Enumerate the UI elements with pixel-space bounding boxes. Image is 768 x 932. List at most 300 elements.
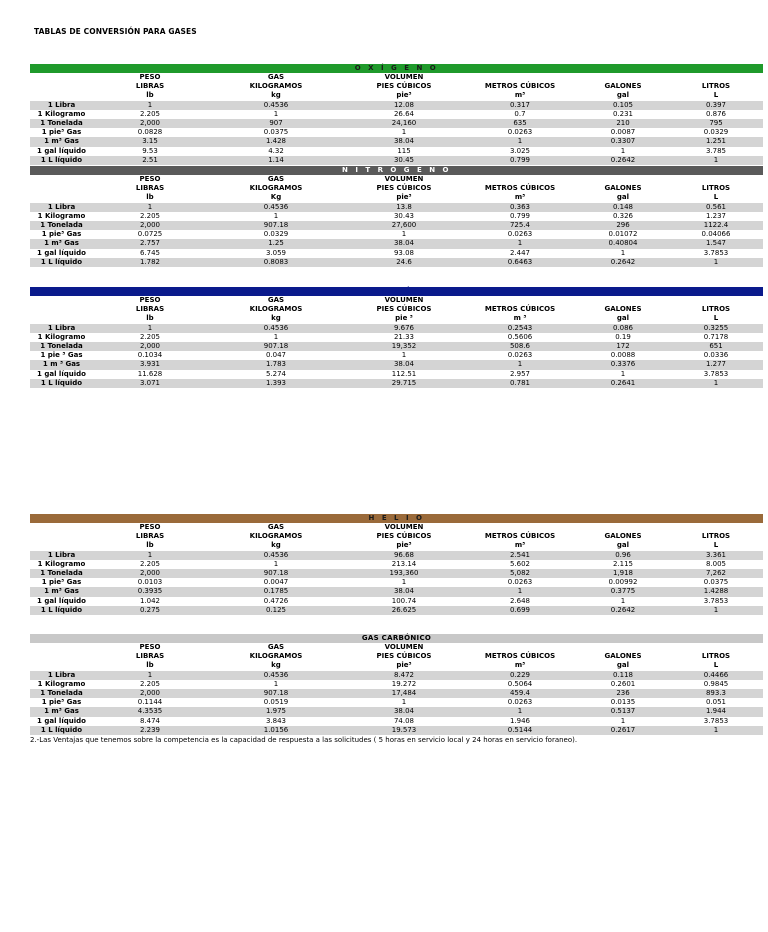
- table-cell: 0.231: [612, 109, 634, 118]
- header-blank: [30, 523, 93, 532]
- column-header: [463, 296, 577, 305]
- column-header: LITROS: [701, 305, 731, 314]
- table-cell: 1: [517, 137, 523, 146]
- row-label: 1 Kilogramo: [37, 332, 86, 341]
- table-cell: 2.205: [139, 559, 161, 568]
- column-header: GAS: [267, 73, 285, 81]
- table-cell: 907.18: [263, 220, 289, 229]
- table-cell: 0.40804: [608, 239, 638, 248]
- table-cell: 26.625: [391, 605, 417, 614]
- row-label: 1 Libra: [47, 550, 76, 559]
- header-blank: [30, 661, 93, 670]
- column-header: PIES CÚBICOS: [376, 652, 432, 661]
- table-cell: 8.472: [393, 670, 415, 679]
- column-header: m³: [514, 661, 526, 670]
- table-cell: 1: [401, 230, 407, 239]
- column-header: VOLUMEN: [384, 523, 424, 531]
- table-cell: 893.3: [705, 688, 727, 697]
- table-row: [30, 342, 763, 351]
- table-cell: 24.6: [396, 257, 412, 266]
- column-header: lb: [146, 91, 154, 100]
- table-cell: 1.042: [139, 596, 161, 605]
- table-cell: 1: [401, 698, 407, 707]
- table-row: [30, 351, 763, 360]
- table-cell: 115: [397, 146, 411, 155]
- table-row: [30, 680, 763, 689]
- column-header: [463, 73, 577, 82]
- table-banner: [30, 64, 763, 73]
- table-cell: 1: [620, 716, 626, 725]
- table-cell: 0.0725: [137, 230, 163, 239]
- table-cell: 0.317: [509, 100, 531, 109]
- table-cell: 9.676: [393, 323, 415, 332]
- column-header: LIBRAS: [135, 305, 165, 314]
- column-header: PESO: [139, 175, 161, 183]
- column-header: METROS CÚBICOS: [484, 532, 556, 541]
- row-label: 1 gal líquido: [37, 146, 86, 155]
- table-cell: 2.447: [509, 248, 531, 257]
- column-header: m³: [514, 541, 526, 550]
- table-cell: 635: [513, 118, 527, 127]
- table-cell: 3.7853: [703, 248, 729, 257]
- table-cell: 0.118: [612, 670, 634, 679]
- table-cell: 1: [273, 559, 279, 568]
- table-cell: 0.363: [509, 202, 531, 211]
- table-cell: 2.239: [139, 725, 161, 734]
- table-cell: 5,082: [509, 568, 531, 577]
- table-cell: 0.6463: [507, 257, 533, 266]
- row-label: 1 Libra: [47, 100, 76, 109]
- table-cell: 213.14: [391, 559, 417, 568]
- header-blank: [30, 532, 93, 541]
- column-header: LIBRAS: [135, 652, 165, 661]
- table-cell: 100.74: [391, 596, 417, 605]
- table-cell: 1: [401, 351, 407, 360]
- table-cell: 19,352: [391, 341, 417, 350]
- column-header: pie³: [396, 91, 412, 100]
- table-row: [30, 101, 763, 110]
- row-label: 1 L líquido: [40, 155, 83, 164]
- table-cell: 0.086: [612, 323, 634, 332]
- column-header: pie³: [396, 193, 412, 202]
- column-header: GALONES: [604, 532, 642, 541]
- row-label: 1 Kilogramo: [37, 559, 86, 568]
- column-header: VOLUMEN: [384, 73, 424, 81]
- row-label: 1 Libra: [47, 202, 76, 211]
- column-header: PESO: [139, 73, 161, 81]
- table-cell: 1: [401, 578, 407, 587]
- header-row: [30, 652, 763, 661]
- row-label: 1 m³ Gas: [44, 137, 79, 146]
- column-header: pie³: [396, 661, 412, 670]
- table-cell: 0.7: [514, 109, 526, 118]
- table-cell: 3.059: [265, 248, 287, 257]
- table-cell: 296: [616, 220, 630, 229]
- table-row: [30, 156, 763, 165]
- table-cell: 1.946: [509, 716, 531, 725]
- header-row: [30, 184, 763, 193]
- row-label: 1 L líquido: [40, 378, 83, 387]
- table-cell: 1.975: [265, 707, 287, 716]
- table-cell: 0.4536: [263, 100, 289, 109]
- table-row: [30, 671, 763, 680]
- table-cell: 1: [620, 596, 626, 605]
- column-header: LIBRAS: [135, 82, 165, 91]
- table-cell: 2.648: [509, 596, 531, 605]
- table-cell: 29.715: [391, 378, 417, 387]
- table-row: [30, 587, 763, 596]
- table-cell: 1.944: [705, 707, 727, 716]
- table-cell: 1: [147, 100, 153, 109]
- table-cell: 2.205: [139, 679, 161, 688]
- column-header: LITROS: [701, 184, 731, 193]
- table-cell: 2,000: [139, 341, 161, 350]
- header-row: [30, 314, 763, 323]
- table-cell: 3.7853: [703, 716, 729, 725]
- table-cell: 0.275: [139, 605, 161, 614]
- table-cell: 112.51: [391, 369, 417, 378]
- table-cell: 907.18: [263, 688, 289, 697]
- table-cell: 7,262: [705, 568, 727, 577]
- column-header: lb: [146, 193, 154, 202]
- row-label: 1 Kilogramo: [37, 211, 86, 220]
- table-cell: 3.361: [705, 550, 727, 559]
- table-cell: 0.799: [509, 155, 531, 164]
- column-header: gal: [616, 541, 630, 550]
- table-cell: 27,600: [391, 220, 417, 229]
- table-cell: 8.005: [705, 559, 727, 568]
- table-cell: 210: [616, 118, 630, 127]
- table-cell: 0.876: [705, 109, 727, 118]
- column-header: GAS: [267, 296, 285, 304]
- table-cell: 38.04: [393, 137, 415, 146]
- header-blank: [30, 296, 93, 305]
- column-header: pie³: [396, 541, 412, 550]
- table-cell: 2,000: [139, 118, 161, 127]
- column-header: LITROS: [701, 652, 731, 661]
- table-cell: 1: [713, 725, 719, 734]
- column-header: [577, 296, 669, 305]
- table-cell: 0.0088: [610, 351, 636, 360]
- table-cell: 193,360: [389, 568, 419, 577]
- table-cell: 0.2642: [610, 155, 636, 164]
- table-cell: 19.573: [391, 725, 417, 734]
- column-header: L: [713, 91, 719, 100]
- table-cell: 0.0329: [263, 230, 289, 239]
- table-row: [30, 212, 763, 221]
- table-cell: 1122.4: [703, 220, 729, 229]
- table-cell: 1: [273, 211, 279, 220]
- column-header: PESO: [139, 296, 161, 304]
- table-cell: 0.0135: [610, 698, 636, 707]
- row-label: 1 Libra: [47, 323, 76, 332]
- table-cell: 38.04: [393, 239, 415, 248]
- table-cell: 13.8: [396, 202, 412, 211]
- column-header: GAS: [267, 175, 285, 183]
- table-cell: 24,160: [391, 118, 417, 127]
- table-cell: 0.148: [612, 202, 634, 211]
- column-header: kg: [271, 541, 281, 550]
- table-cell: 0.5144: [507, 725, 533, 734]
- column-header: LIBRAS: [135, 184, 165, 193]
- table-cell: 4.3535: [137, 707, 163, 716]
- header-row: [30, 73, 763, 82]
- table-cell: 1: [620, 146, 626, 155]
- table-row: [30, 707, 763, 716]
- table-cell: 795: [709, 118, 723, 127]
- column-header: kg: [271, 91, 281, 100]
- table-cell: 0.2601: [610, 679, 636, 688]
- column-header: lb: [146, 314, 154, 323]
- gas-table: [30, 514, 763, 615]
- table-cell: 19.272: [391, 679, 417, 688]
- column-header: METROS CÚBICOS: [484, 652, 556, 661]
- column-header: LITROS: [701, 82, 731, 91]
- table-cell: 1: [147, 202, 153, 211]
- table-cell: 1: [273, 679, 279, 688]
- table-cell: 0.0519: [263, 698, 289, 707]
- table-cell: 0.1785: [263, 587, 289, 596]
- gas-table: [30, 287, 763, 388]
- row-label: 1 L líquido: [40, 725, 83, 734]
- table-cell: 0.1034: [137, 351, 163, 360]
- table-cell: 0.2642: [610, 605, 636, 614]
- row-label: 1 m³ Gas: [44, 587, 79, 596]
- table-cell: 0.229: [509, 670, 531, 679]
- table-cell: 0.4536: [263, 550, 289, 559]
- column-header: KILOGRAMOS: [249, 532, 303, 541]
- table-cell: 2,000: [139, 568, 161, 577]
- column-header: [463, 643, 577, 652]
- table-row: [30, 698, 763, 707]
- table-cell: 1: [273, 109, 279, 118]
- header-blank: [30, 184, 93, 193]
- table-cell: 1: [147, 323, 153, 332]
- column-header: L: [713, 314, 719, 323]
- table-cell: 11.628: [137, 369, 163, 378]
- header-row: [30, 193, 763, 202]
- table-cell: 0.9845: [703, 679, 729, 688]
- table-cell: 5.274: [265, 369, 287, 378]
- column-header: LIBRAS: [135, 532, 165, 541]
- column-header: PESO: [139, 523, 161, 531]
- table-cell: 26.64: [393, 109, 415, 118]
- header-blank: [30, 541, 93, 550]
- table-cell: 0.3307: [610, 137, 636, 146]
- column-header: [463, 175, 577, 184]
- table-row: [30, 128, 763, 137]
- header-blank: [30, 643, 93, 652]
- column-header: PESO: [139, 643, 161, 651]
- column-header: [577, 175, 669, 184]
- table-row: [30, 689, 763, 698]
- table-cell: 0.781: [509, 378, 531, 387]
- column-header: METROS CÚBICOS: [484, 305, 556, 314]
- table-cell: 0.4536: [263, 202, 289, 211]
- table-cell: 2.115: [612, 559, 634, 568]
- column-header: [577, 73, 669, 82]
- table-cell: 2.757: [139, 239, 161, 248]
- table-cell: 9.53: [142, 146, 158, 155]
- table-cell: 0.2617: [610, 725, 636, 734]
- column-header: KILOGRAMOS: [249, 82, 303, 91]
- table-cell: 0.125: [265, 605, 287, 614]
- column-header: GALONES: [604, 82, 642, 91]
- gas-table: [30, 166, 763, 267]
- table-cell: 1: [147, 670, 153, 679]
- table-row: [30, 239, 763, 248]
- row-label: 1 pie³ Gas: [41, 230, 82, 239]
- column-header: gal: [616, 314, 630, 323]
- table-cell: 0.4536: [263, 670, 289, 679]
- row-label: 1 m³ Gas: [44, 239, 79, 248]
- column-header: GAS: [267, 643, 285, 651]
- header-row: [30, 305, 763, 314]
- table-cell: 236: [616, 688, 630, 697]
- table-cell: 1.0156: [263, 725, 289, 734]
- column-header: METROS CÚBICOS: [484, 184, 556, 193]
- table-cell: 2.51: [142, 155, 158, 164]
- table-cell: 1: [517, 587, 523, 596]
- table-cell: 0.01072: [608, 230, 638, 239]
- table-cell: 1: [713, 378, 719, 387]
- table-row: [30, 147, 763, 156]
- header-row: [30, 541, 763, 550]
- table-cell: 0.397: [705, 100, 727, 109]
- table-row: [30, 333, 763, 342]
- table-cell: 725.4: [509, 220, 531, 229]
- header-blank: [30, 305, 93, 314]
- table-row: [30, 360, 763, 369]
- table-cell: 0.3255: [703, 323, 729, 332]
- footnote: 2.-Las Ventajas que tenemos sobre la competencia es la capacidad de respuesta a las solicitudes ( 5 horas en servicio local y 24 horas en servicio foraneo).: [30, 736, 578, 744]
- header-row: [30, 296, 763, 305]
- table-row: [30, 119, 763, 128]
- row-label: 1 L líquido: [40, 257, 83, 266]
- table-cell: 1: [147, 550, 153, 559]
- table-cell: 38.04: [393, 360, 415, 369]
- table-cell: 907.18: [263, 341, 289, 350]
- row-label: 1 Kilogramo: [37, 109, 86, 118]
- column-header: KILOGRAMOS: [249, 652, 303, 661]
- table-row: [30, 606, 763, 615]
- table-cell: 1: [517, 239, 523, 248]
- header-row: [30, 91, 763, 100]
- table-cell: 1.783: [265, 360, 287, 369]
- table-cell: 0.2641: [610, 378, 636, 387]
- table-cell: 0.00992: [608, 578, 638, 587]
- table-cell: 2,000: [139, 688, 161, 697]
- row-label: 1 Tonelada: [40, 341, 83, 350]
- header-row: [30, 523, 763, 532]
- column-header: gal: [616, 661, 630, 670]
- column-header: METROS CÚBICOS: [484, 82, 556, 91]
- gas-table: [30, 64, 763, 165]
- column-header: m ³: [513, 314, 527, 323]
- table-cell: 0.7178: [703, 332, 729, 341]
- table-cell: 0.04066: [701, 230, 731, 239]
- gas-name: A R G Ó N: [366, 287, 427, 295]
- table-banner: [30, 634, 763, 643]
- row-label: 1 pie ³ Gas: [40, 351, 83, 360]
- table-cell: 459.4: [509, 688, 531, 697]
- table-banner: [30, 287, 763, 296]
- table-cell: 0.0263: [507, 128, 533, 137]
- column-header: PIES CÚBICOS: [376, 184, 432, 193]
- gas-table: [30, 634, 763, 735]
- column-header: [669, 296, 763, 305]
- table-cell: 12.08: [393, 100, 415, 109]
- column-header: [577, 523, 669, 532]
- header-row: [30, 175, 763, 184]
- row-label: 1 gal líquido: [37, 248, 86, 257]
- column-header: KILOGRAMOS: [249, 184, 303, 193]
- table-cell: 1,918: [612, 568, 634, 577]
- table-cell: 0.8083: [263, 257, 289, 266]
- table-cell: 0.5064: [507, 679, 533, 688]
- header-blank: [30, 175, 93, 184]
- table-cell: 0.0263: [507, 351, 533, 360]
- table-cell: 1.277: [705, 360, 727, 369]
- column-header: kg: [271, 661, 281, 670]
- column-header: gal: [616, 91, 630, 100]
- table-cell: 0.699: [509, 605, 531, 614]
- table-cell: 1: [273, 332, 279, 341]
- table-row: [30, 578, 763, 587]
- table-cell: 0.3935: [137, 587, 163, 596]
- table-row: [30, 324, 763, 333]
- table-row: [30, 221, 763, 230]
- table-cell: 0.3376: [610, 360, 636, 369]
- table-cell: 0.96: [615, 550, 631, 559]
- table-cell: 0.4536: [263, 323, 289, 332]
- table-cell: 3.7853: [703, 369, 729, 378]
- column-header: lb: [146, 541, 154, 550]
- table-row: [30, 370, 763, 379]
- row-label: 1 m ³ Gas: [42, 360, 81, 369]
- table-cell: 0.051: [705, 698, 727, 707]
- column-header: kg: [271, 314, 281, 323]
- header-row: [30, 532, 763, 541]
- table-cell: 1.25: [268, 239, 284, 248]
- column-header: PIES CÚBICOS: [376, 305, 432, 314]
- row-label: 1 gal líquido: [37, 596, 86, 605]
- column-header: VOLUMEN: [384, 643, 424, 651]
- table-cell: 1: [713, 605, 719, 614]
- column-header: [669, 175, 763, 184]
- table-cell: 0.19: [615, 332, 631, 341]
- row-label: 1 gal líquido: [37, 369, 86, 378]
- table-cell: 1.547: [705, 239, 727, 248]
- column-header: L: [713, 541, 719, 550]
- table-cell: 1.393: [265, 378, 287, 387]
- table-row: [30, 560, 763, 569]
- table-cell: 74.08: [393, 716, 415, 725]
- header-blank: [30, 73, 93, 82]
- table-cell: 0.2642: [610, 257, 636, 266]
- table-cell: 2,000: [139, 220, 161, 229]
- table-cell: 2.205: [139, 211, 161, 220]
- table-cell: 0.0828: [137, 128, 163, 137]
- table-cell: 0.1144: [137, 698, 163, 707]
- row-label: 1 L líquido: [40, 605, 83, 614]
- table-cell: 0.4726: [263, 596, 289, 605]
- table-row: [30, 110, 763, 119]
- column-header: [463, 523, 577, 532]
- header-blank: [30, 91, 93, 100]
- table-cell: 21.33: [393, 332, 415, 341]
- table-cell: 0.0263: [507, 698, 533, 707]
